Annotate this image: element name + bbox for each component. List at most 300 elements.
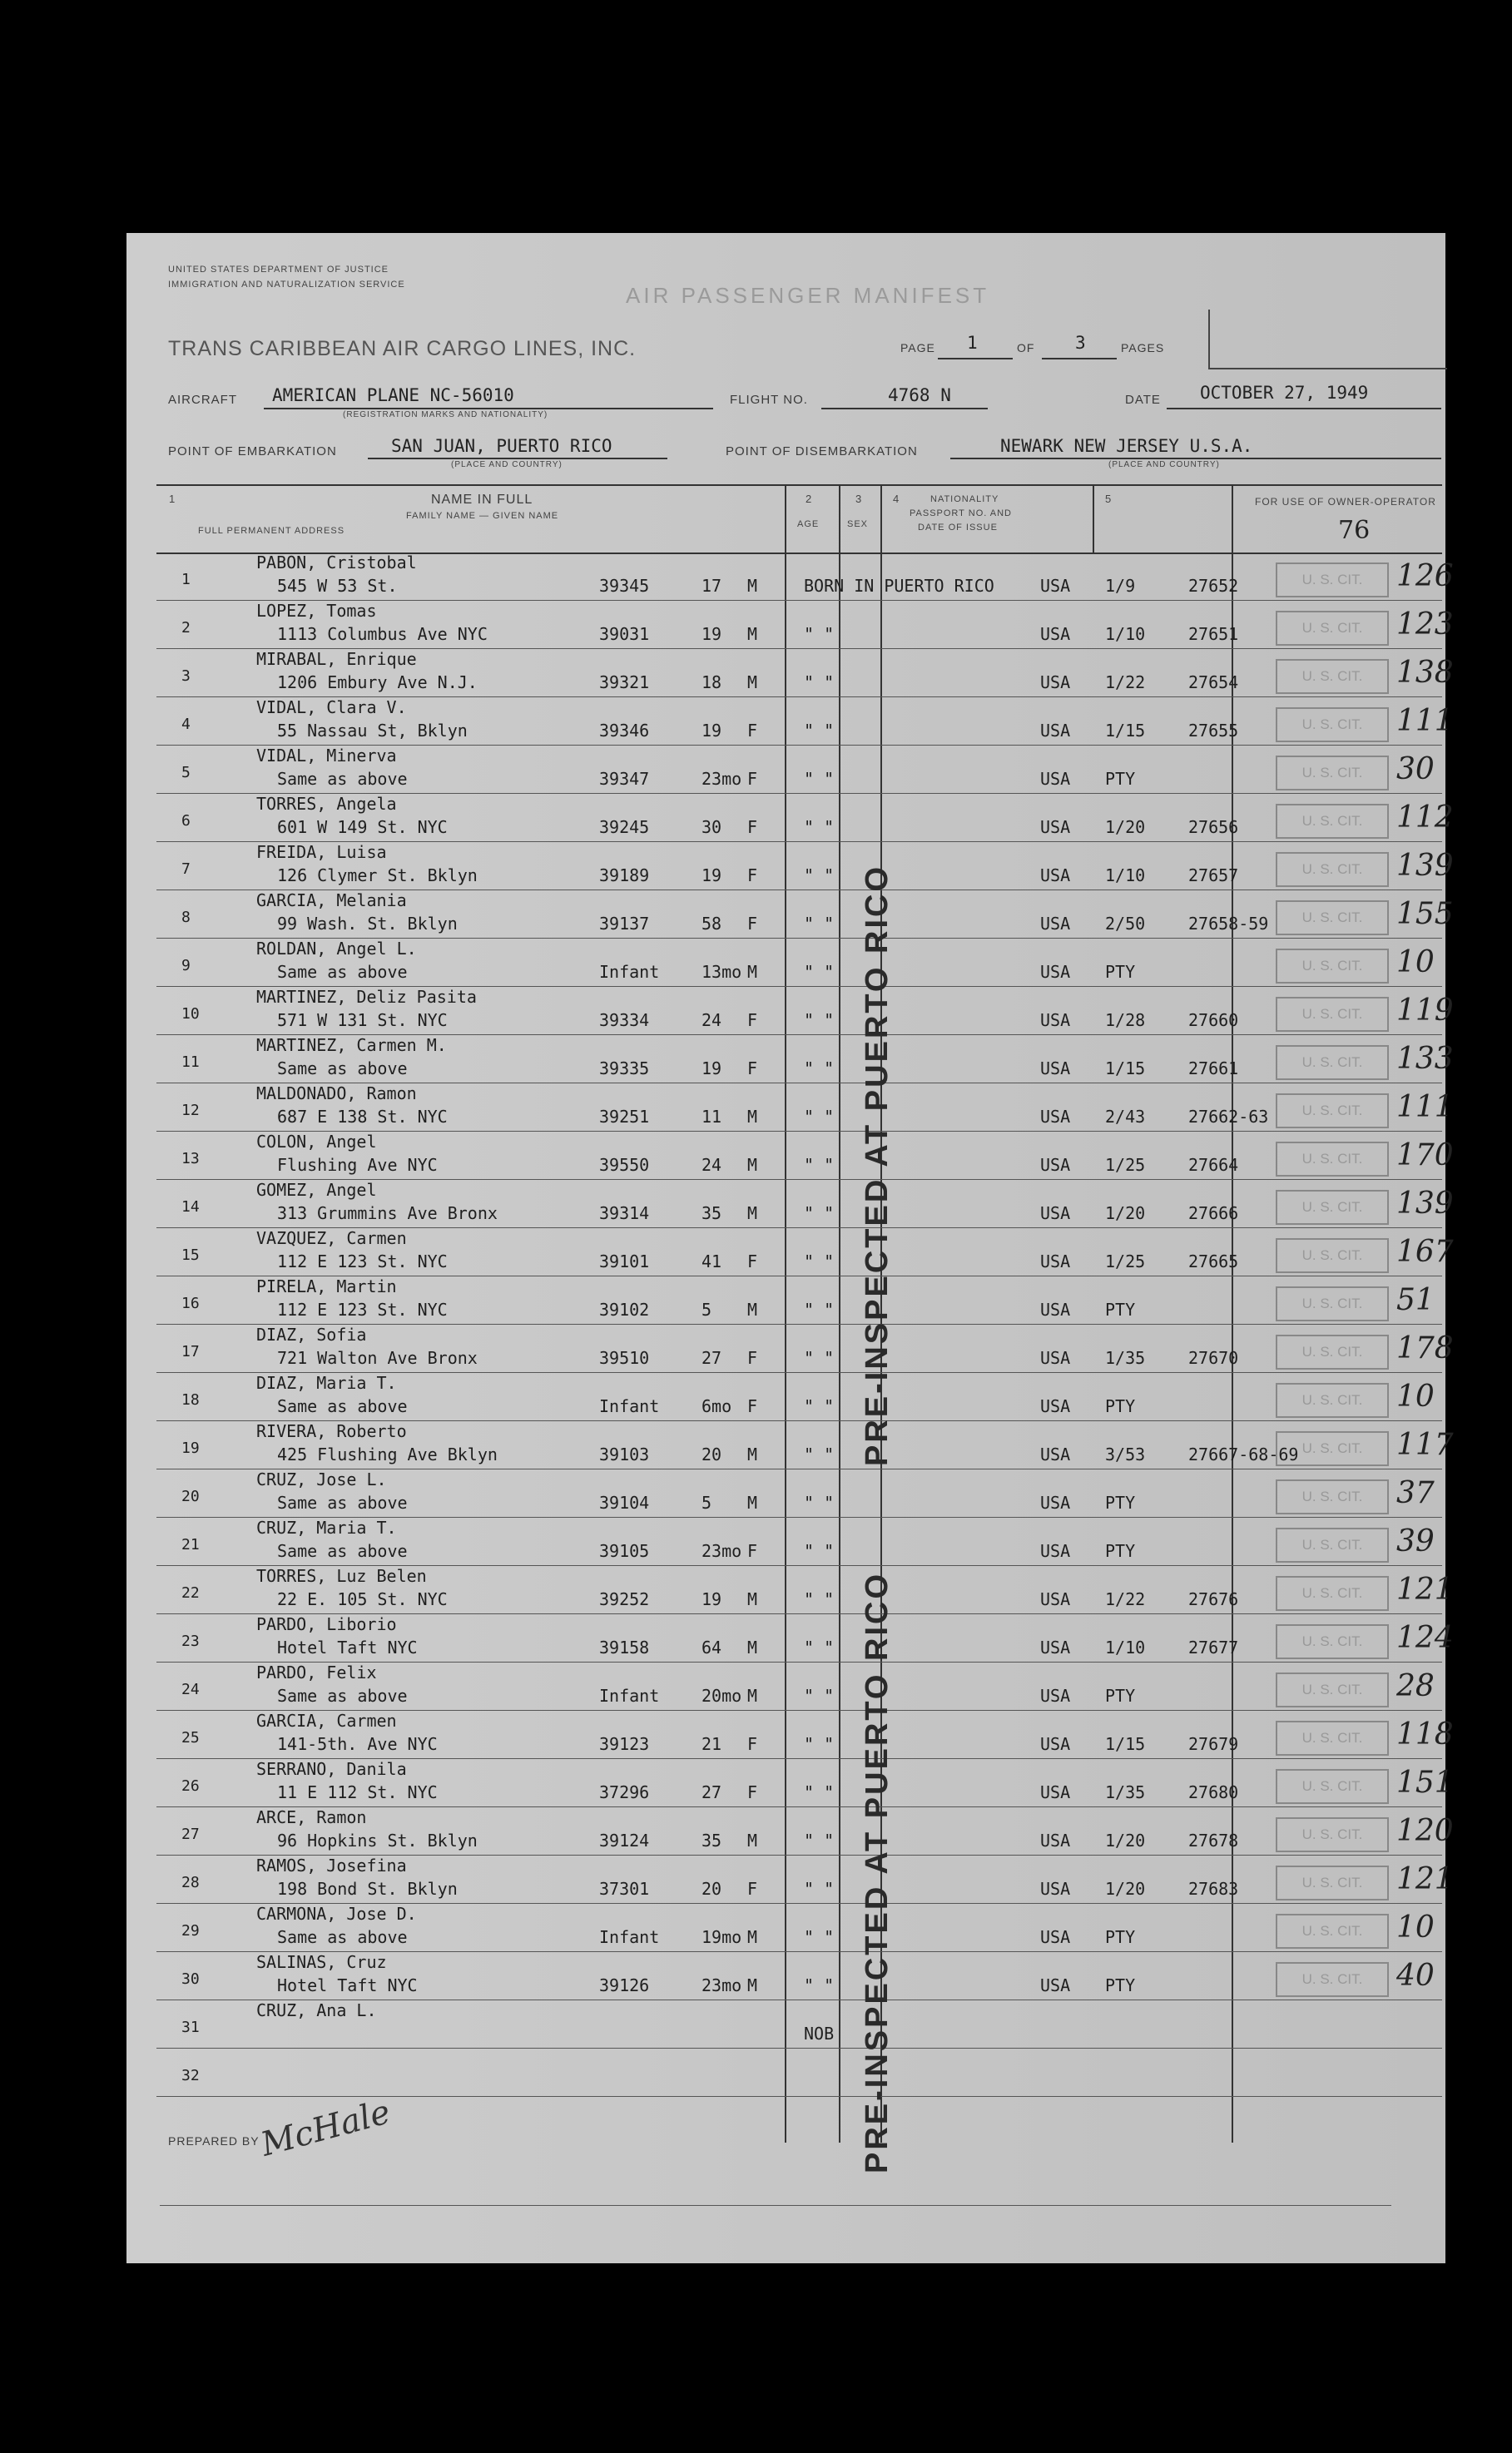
- embarkation-value: SAN JUAN, PUERTO RICO: [391, 436, 612, 456]
- disembarkation-label: POINT OF DISEMBARKATION: [726, 444, 918, 458]
- passenger-sex: F: [747, 914, 758, 934]
- owner-operator-number: 76: [1338, 516, 1371, 545]
- agency-line-1: UNITED STATES DEPARTMENT OF JUSTICE: [168, 265, 389, 275]
- aircraft-sublabel: (REGISTRATION MARKS AND NATIONALITY): [343, 410, 548, 419]
- handwritten-number: 170: [1396, 1138, 1454, 1172]
- passenger-name: TORRES, Angela: [256, 794, 397, 814]
- passenger-age: 19: [701, 721, 722, 741]
- handwritten-number: 121: [1396, 1862, 1454, 1896]
- ticket-ref: 1/10: [1105, 865, 1146, 885]
- handwritten-number: 112: [1396, 800, 1454, 835]
- table-row: [156, 601, 1454, 649]
- col-nationality-2: PASSPORT NO. AND: [910, 508, 1012, 518]
- handwritten-number: 133: [1396, 1042, 1454, 1076]
- passenger-name: LOPEZ, Tomas: [256, 601, 377, 621]
- nationality-code: USA: [1040, 721, 1071, 741]
- check-number: 27666: [1188, 1203, 1239, 1223]
- handwritten-number: 10: [1396, 1380, 1435, 1414]
- row-number: 24: [181, 1681, 200, 1698]
- table-row: [156, 794, 1454, 842]
- registration-number: 39158: [599, 1638, 650, 1658]
- passenger-sex: M: [747, 1589, 758, 1609]
- table-row: [156, 1759, 1454, 1807]
- check-number: 27662-63: [1188, 1107, 1269, 1127]
- us-citizen-stamp: U. S. CIT.: [1276, 1383, 1389, 1418]
- nationality-note: " ": [804, 1927, 835, 1947]
- passenger-name: GOMEZ, Angel: [256, 1180, 377, 1200]
- nationality-code: USA: [1040, 1975, 1071, 1995]
- nationality-note: " ": [804, 962, 835, 982]
- nationality-note: " ": [804, 721, 835, 741]
- ticket-ref: 1/20: [1105, 1203, 1146, 1223]
- col-age-header: AGE: [797, 519, 820, 529]
- check-number: 27652: [1188, 576, 1239, 596]
- page-label: PAGE: [900, 341, 935, 354]
- page-total: 3: [1075, 333, 1086, 353]
- row-number: 5: [181, 764, 191, 781]
- check-number: 27678: [1188, 1831, 1239, 1851]
- table-row: [156, 553, 1454, 601]
- handwritten-number: 40: [1396, 1959, 1435, 1993]
- passenger-sex: F: [747, 1010, 758, 1030]
- table-row: [156, 939, 1442, 987]
- handwritten-number: 126: [1396, 559, 1454, 593]
- check-number: 27679: [1188, 1734, 1239, 1754]
- passenger-sex: F: [747, 1734, 758, 1754]
- nationality-code: USA: [1040, 817, 1071, 837]
- passenger-name: PARDO, Liborio: [256, 1614, 397, 1634]
- passenger-sex: M: [747, 1638, 758, 1658]
- of-label: OF: [1017, 341, 1035, 354]
- ticket-ref: 1/15: [1105, 1058, 1146, 1078]
- table-row: [156, 1856, 1454, 1904]
- ticket-ref: PTY: [1105, 962, 1136, 982]
- ticket-ref: PTY: [1105, 1300, 1136, 1320]
- nationality-note: " ": [804, 1734, 835, 1754]
- us-citizen-stamp: U. S. CIT.: [1276, 1817, 1389, 1852]
- table-row: [156, 2000, 1442, 2049]
- row-number: 14: [181, 1198, 200, 1216]
- us-citizen-stamp: U. S. CIT.: [1276, 1866, 1389, 1900]
- passenger-age: 64: [701, 1638, 722, 1658]
- passenger-sex: M: [747, 1155, 758, 1175]
- passenger-age: 24: [701, 1010, 722, 1030]
- col-2-number: 2: [806, 493, 813, 505]
- table-row: [156, 1663, 1442, 1711]
- us-citizen-stamp: U. S. CIT.: [1276, 611, 1389, 646]
- nationality-note: " ": [804, 1445, 835, 1464]
- passenger-age: 35: [701, 1203, 722, 1223]
- handwritten-number: 37: [1396, 1476, 1435, 1510]
- nationality-code: USA: [1040, 769, 1071, 789]
- nationality-note: " ": [804, 1058, 835, 1078]
- check-number: 27660: [1188, 1010, 1239, 1030]
- passenger-sex: M: [747, 962, 758, 982]
- passenger-name: VAZQUEZ, Carmen: [256, 1228, 407, 1248]
- table-row: [156, 1952, 1442, 2000]
- us-citizen-stamp: U. S. CIT.: [1276, 1624, 1389, 1659]
- nationality-code: USA: [1040, 1396, 1071, 1416]
- check-number: 27655: [1188, 721, 1239, 741]
- passenger-sex: F: [747, 1879, 758, 1899]
- nationality-code: USA: [1040, 1879, 1071, 1899]
- passenger-name: ROLDAN, Angel L.: [256, 939, 417, 959]
- passenger-age: 11: [701, 1107, 722, 1127]
- check-number: 27677: [1188, 1638, 1239, 1658]
- embarkation-sublabel: (PLACE AND COUNTRY): [451, 460, 563, 469]
- handwritten-number: 155: [1396, 897, 1454, 931]
- passenger-name: CRUZ, Ana L.: [256, 2000, 377, 2020]
- passenger-name: CRUZ, Maria T.: [256, 1518, 397, 1538]
- passenger-address: 112 E 123 St. NYC: [277, 1300, 448, 1320]
- table-row: [156, 1276, 1442, 1325]
- registration-number: 39321: [599, 672, 650, 692]
- passenger-age: 23mo: [701, 769, 742, 789]
- registration-number: 39103: [599, 1445, 650, 1464]
- pre-inspected-stamp-1: PRE-INSPECTED AT PUERTO RICO: [860, 864, 895, 1466]
- passenger-age: 18: [701, 672, 722, 692]
- owner-operator-header: FOR USE OF OWNER-OPERATOR: [1255, 496, 1436, 508]
- passenger-sex: M: [747, 624, 758, 644]
- nationality-note: " ": [804, 1686, 835, 1706]
- registration-number: 37301: [599, 1879, 650, 1899]
- aircraft-value: AMERICAN PLANE NC-56010: [272, 385, 514, 405]
- row-number: 12: [181, 1102, 200, 1119]
- passenger-sex: M: [747, 1203, 758, 1223]
- passenger-name: SALINAS, Cruz: [256, 1952, 387, 1972]
- ticket-ref: 1/9: [1105, 576, 1136, 596]
- passenger-age: 6mo: [701, 1396, 732, 1416]
- table-row: [156, 697, 1454, 746]
- passenger-name: PABON, Cristobal: [256, 553, 417, 572]
- ticket-ref: 1/15: [1105, 721, 1146, 741]
- passenger-sex: M: [747, 1300, 758, 1320]
- passenger-name: VIDAL, Clara V.: [256, 697, 407, 717]
- registration-number: 39335: [599, 1058, 650, 1078]
- nationality-code: USA: [1040, 624, 1071, 644]
- registration-number: 39245: [599, 817, 650, 837]
- ticket-ref: 1/22: [1105, 1589, 1146, 1609]
- registration-number: 39347: [599, 769, 650, 789]
- ticket-ref: 1/20: [1105, 1879, 1146, 1899]
- nationality-code: USA: [1040, 576, 1071, 596]
- registration-number: 39104: [599, 1493, 650, 1513]
- passenger-address: 601 W 149 St. NYC: [277, 817, 448, 837]
- nationality-note: " ": [804, 817, 835, 837]
- ticket-ref: PTY: [1105, 1927, 1136, 1947]
- us-citizen-stamp: U. S. CIT.: [1276, 562, 1389, 597]
- passenger-sex: M: [747, 1493, 758, 1513]
- table-row: [156, 987, 1454, 1035]
- table-row: [156, 746, 1442, 794]
- passenger-sex: F: [747, 1396, 758, 1416]
- ticket-ref: PTY: [1105, 1396, 1136, 1416]
- registration-number: 39102: [599, 1300, 650, 1320]
- flight-label: FLIGHT NO.: [730, 393, 808, 407]
- handwritten-number: 117: [1396, 1428, 1454, 1462]
- col-name-header: NAME IN FULL: [431, 493, 533, 507]
- us-citizen-stamp: U. S. CIT.: [1276, 1914, 1389, 1949]
- nationality-code: USA: [1040, 1493, 1071, 1513]
- handwritten-number: 39: [1396, 1524, 1435, 1559]
- table-row: [156, 649, 1454, 697]
- handwritten-number: 123: [1396, 607, 1454, 642]
- passenger-sex: M: [747, 1686, 758, 1706]
- nationality-code: USA: [1040, 1589, 1071, 1609]
- form-title: AIR PASSENGER MANIFEST: [626, 283, 990, 308]
- table-row: [156, 842, 1454, 890]
- registration-number: 37296: [599, 1782, 650, 1802]
- check-number: 27667-68-69: [1188, 1445, 1299, 1464]
- passenger-address: 11 E 112 St. NYC: [277, 1782, 438, 1802]
- pre-inspected-stamp-2: PRE-INSPECTED AT PUERTO RICO: [860, 1571, 895, 2173]
- passenger-age: 20: [701, 1445, 722, 1464]
- us-citizen-stamp: U. S. CIT.: [1276, 1769, 1389, 1804]
- row-number: 29: [181, 1922, 200, 1940]
- us-citizen-stamp: U. S. CIT.: [1276, 1093, 1389, 1128]
- row-number: 2: [181, 619, 191, 637]
- ticket-ref: 1/10: [1105, 1638, 1146, 1658]
- row-number: 11: [181, 1053, 200, 1071]
- us-citizen-stamp: U. S. CIT.: [1276, 659, 1389, 694]
- date-label: DATE: [1125, 393, 1161, 407]
- registration-number: Infant: [599, 1396, 660, 1416]
- ticket-ref: PTY: [1105, 1541, 1136, 1561]
- col-1-number: 1: [169, 493, 176, 505]
- passenger-address: 55 Nassau St, Bklyn: [277, 721, 468, 741]
- passenger-address: 22 E. 105 St. NYC: [277, 1589, 448, 1609]
- handwritten-number: 124: [1396, 1621, 1454, 1655]
- check-number: 27683: [1188, 1879, 1239, 1899]
- passenger-name: COLON, Angel: [256, 1132, 377, 1152]
- passenger-address: Same as above: [277, 1058, 408, 1078]
- passenger-address: Same as above: [277, 1493, 408, 1513]
- registration-number: 39334: [599, 1010, 650, 1030]
- passenger-name: PARDO, Felix: [256, 1663, 377, 1682]
- nationality-code: USA: [1040, 1734, 1071, 1754]
- table-row: [156, 1614, 1454, 1663]
- pages-label: PAGES: [1121, 341, 1165, 354]
- table-row: [156, 1469, 1442, 1518]
- handwritten-number: 51: [1396, 1283, 1435, 1317]
- registration-number: 39123: [599, 1734, 650, 1754]
- us-citizen-stamp: U. S. CIT.: [1276, 852, 1389, 887]
- row-number: 4: [181, 716, 191, 733]
- passenger-age: 58: [701, 914, 722, 934]
- passenger-address: Same as above: [277, 1541, 408, 1561]
- row-number: 15: [181, 1246, 200, 1264]
- registration-number: Infant: [599, 1927, 660, 1947]
- passenger-sex: M: [747, 1975, 758, 1995]
- us-citizen-stamp: U. S. CIT.: [1276, 949, 1389, 984]
- table-row: [156, 1904, 1442, 1952]
- us-citizen-stamp: U. S. CIT.: [1276, 707, 1389, 742]
- passenger-address: 425 Flushing Ave Bklyn: [277, 1445, 498, 1464]
- table-row: [156, 1711, 1454, 1759]
- us-citizen-stamp: U. S. CIT.: [1276, 1045, 1389, 1080]
- nationality-note: " ": [804, 1782, 835, 1802]
- ticket-ref: PTY: [1105, 1975, 1136, 1995]
- handwritten-number: 139: [1396, 849, 1454, 883]
- nationality-code: USA: [1040, 1251, 1071, 1271]
- us-citizen-stamp: U. S. CIT.: [1276, 1672, 1389, 1707]
- passenger-table: [156, 484, 1454, 2232]
- passenger-age: 19: [701, 1058, 722, 1078]
- table-row: [156, 1132, 1454, 1180]
- passenger-address: 545 W 53 St.: [277, 576, 398, 596]
- passenger-sex: M: [747, 672, 758, 692]
- nationality-code: USA: [1040, 1686, 1071, 1706]
- row-number: 19: [181, 1440, 200, 1457]
- ticket-ref: 1/28: [1105, 1010, 1146, 1030]
- ticket-ref: PTY: [1105, 1493, 1136, 1513]
- passenger-address: 141-5th. Ave NYC: [277, 1734, 438, 1754]
- passenger-name: CARMONA, Jose D.: [256, 1904, 417, 1924]
- nationality-code: USA: [1040, 1638, 1071, 1658]
- passenger-age: 19: [701, 865, 722, 885]
- passenger-name: TORRES, Luz Belen: [256, 1566, 427, 1586]
- nationality-note: " ": [804, 624, 835, 644]
- ticket-ref: PTY: [1105, 769, 1136, 789]
- nationality-note: " ": [804, 1107, 835, 1127]
- nationality-code: USA: [1040, 1927, 1071, 1947]
- aircraft-label: AIRCRAFT: [168, 393, 237, 407]
- passenger-age: 24: [701, 1155, 722, 1175]
- passenger-sex: F: [747, 1251, 758, 1271]
- nationality-note: " ": [804, 769, 835, 789]
- passenger-address: 1206 Embury Ave N.J.: [277, 672, 478, 692]
- passenger-age: 20: [701, 1879, 722, 1899]
- passenger-address: 112 E 123 St. NYC: [277, 1251, 448, 1271]
- row-number: 26: [181, 1777, 200, 1795]
- registration-number: 39137: [599, 914, 650, 934]
- passenger-address: 313 Grummins Ave Bronx: [277, 1203, 498, 1223]
- table-row: [156, 1180, 1454, 1228]
- passenger-name: RAMOS, Josefina: [256, 1856, 407, 1876]
- row-number: 6: [181, 812, 191, 830]
- passenger-name: MALDONADO, Ramon: [256, 1083, 417, 1103]
- passenger-age: 19: [701, 1589, 722, 1609]
- row-number: 25: [181, 1729, 200, 1747]
- nationality-code: USA: [1040, 1831, 1071, 1851]
- passenger-name: MARTINEZ, Carmen M.: [256, 1035, 447, 1055]
- table-row: [156, 1228, 1454, 1276]
- registration-number: Infant: [599, 962, 660, 982]
- row-number: 23: [181, 1633, 200, 1650]
- agency-line-2: IMMIGRATION AND NATURALIZATION SERVICE: [168, 280, 405, 290]
- registration-number: 39252: [599, 1589, 650, 1609]
- nationality-code: USA: [1040, 962, 1071, 982]
- passenger-address: 96 Hopkins St. Bklyn: [277, 1831, 478, 1851]
- passenger-age: 27: [701, 1782, 722, 1802]
- registration-number: 39189: [599, 865, 650, 885]
- nationality-code: USA: [1040, 1010, 1071, 1030]
- passenger-name: RIVERA, Roberto: [256, 1421, 407, 1441]
- passenger-name: CRUZ, Jose L.: [256, 1469, 387, 1489]
- passenger-age: 35: [701, 1831, 722, 1851]
- nationality-note: " ": [804, 914, 835, 934]
- nationality-note: " ": [804, 1300, 835, 1320]
- nationality-code: USA: [1040, 1155, 1071, 1175]
- row-number: 18: [181, 1391, 200, 1409]
- row-number: 22: [181, 1584, 200, 1602]
- passenger-age: 27: [701, 1348, 722, 1368]
- nationality-code: USA: [1040, 1107, 1071, 1127]
- nationality-note: " ": [804, 1493, 835, 1513]
- ticket-ref: 3/53: [1105, 1445, 1146, 1464]
- table-row: [156, 1083, 1454, 1132]
- handwritten-number: 111: [1396, 704, 1454, 738]
- ticket-ref: 2/43: [1105, 1107, 1146, 1127]
- table-row: [156, 1807, 1454, 1856]
- check-number: 27680: [1188, 1782, 1239, 1802]
- passenger-address: 721 Walton Ave Bronx: [277, 1348, 478, 1368]
- flight-value: 4768 N: [888, 385, 951, 405]
- passenger-name: FREIDA, Luisa: [256, 842, 387, 862]
- us-citizen-stamp: U. S. CIT.: [1276, 997, 1389, 1032]
- nationality-code: USA: [1040, 1782, 1071, 1802]
- nationality-code: USA: [1040, 672, 1071, 692]
- passenger-name: VIDAL, Minerva: [256, 746, 397, 766]
- table-row: [156, 2049, 1442, 2097]
- col-5-number: 5: [1105, 493, 1113, 505]
- us-citizen-stamp: U. S. CIT.: [1276, 900, 1389, 935]
- passenger-address: 99 Wash. St. Bklyn: [277, 914, 458, 934]
- us-citizen-stamp: U. S. CIT.: [1276, 756, 1389, 790]
- nationality-code: USA: [1040, 914, 1071, 934]
- registration-number: Infant: [599, 1686, 660, 1706]
- passenger-age: 5: [701, 1300, 712, 1320]
- registration-number: 39101: [599, 1251, 650, 1271]
- registration-number: 39031: [599, 624, 650, 644]
- passenger-address: 198 Bond St. Bklyn: [277, 1879, 458, 1899]
- check-number: 27661: [1188, 1058, 1239, 1078]
- passenger-sex: M: [747, 1831, 758, 1851]
- passenger-address: Same as above: [277, 1927, 408, 1947]
- registration-number: 39105: [599, 1541, 650, 1561]
- passenger-address: 1113 Columbus Ave NYC: [277, 624, 488, 644]
- row-number: 27: [181, 1826, 200, 1843]
- passenger-name: DIAZ, Maria T.: [256, 1373, 397, 1393]
- row-number: 10: [181, 1005, 200, 1023]
- manifest-page: [126, 233, 1454, 2263]
- registration-number: 39126: [599, 1975, 650, 1995]
- passenger-sex: F: [747, 1348, 758, 1368]
- passenger-name: MIRABAL, Enrique: [256, 649, 417, 669]
- passenger-sex: F: [747, 1058, 758, 1078]
- nationality-note: " ": [804, 1348, 835, 1368]
- passenger-sex: M: [747, 1445, 758, 1464]
- handwritten-number: 10: [1396, 945, 1435, 979]
- passenger-name: GARCIA, Carmen: [256, 1711, 397, 1731]
- passenger-age: 30: [701, 817, 722, 837]
- page-number: 1: [967, 333, 978, 353]
- passenger-age: 23mo: [701, 1541, 742, 1561]
- passenger-age: 19: [701, 624, 722, 644]
- check-number: 27651: [1188, 624, 1239, 644]
- row-number: 7: [181, 860, 191, 878]
- us-citizen-stamp: U. S. CIT.: [1276, 1528, 1389, 1563]
- nationality-note: " ": [804, 1251, 835, 1271]
- table-row: [156, 1421, 1454, 1469]
- passenger-address: 687 E 138 St. NYC: [277, 1107, 448, 1127]
- table-row: [156, 1325, 1454, 1373]
- handwritten-number: 120: [1396, 1814, 1454, 1848]
- check-number: 27654: [1188, 672, 1239, 692]
- date-value: OCTOBER 27, 1949: [1200, 383, 1369, 403]
- col-4-number: 4: [893, 493, 900, 505]
- passenger-address: Same as above: [277, 769, 408, 789]
